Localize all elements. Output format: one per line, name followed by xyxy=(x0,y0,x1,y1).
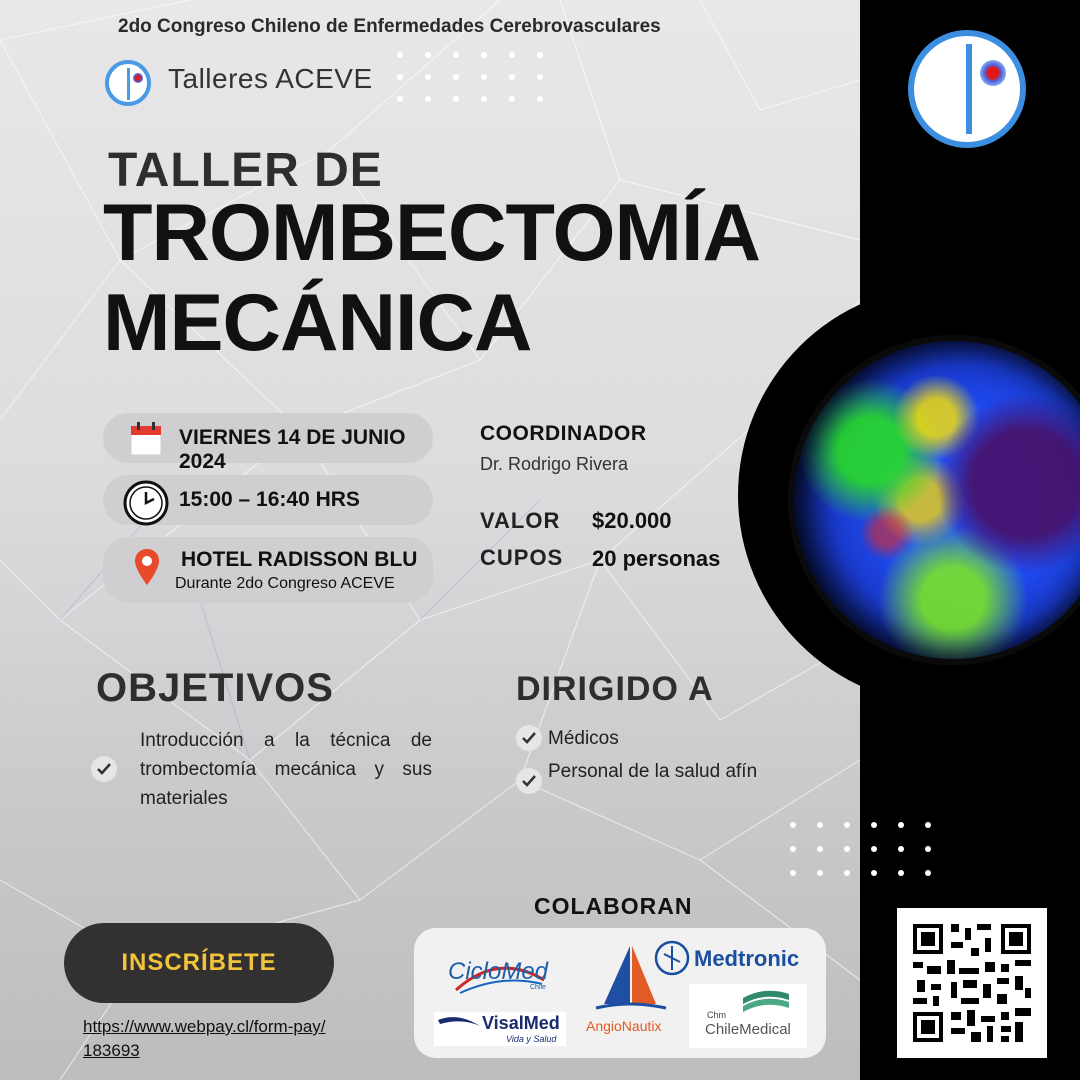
chilemedical-logo xyxy=(689,984,807,1048)
title-line-1: TALLER DE xyxy=(108,144,383,197)
valor-value: $20.000 xyxy=(592,508,672,533)
dirigido-heading: DIRIGIDO A xyxy=(516,670,714,708)
ciclomed-logo xyxy=(446,950,550,996)
registration-link[interactable]: https://www.webpay.cl/form-pay/183693 xyxy=(83,1017,326,1060)
objetivo-item: Introducción a la técnica de trombectomía mecánica y sus materiales xyxy=(140,730,432,809)
cupos-value: 20 personas xyxy=(592,546,721,571)
venue-pill xyxy=(103,537,433,603)
dirigido-item: Médicos xyxy=(548,728,619,749)
qr-code xyxy=(897,908,1047,1058)
valor-label: VALOR xyxy=(480,508,561,533)
title-line-3: MECÁNICA xyxy=(103,278,532,368)
ciclomed-tagline: Chile xyxy=(530,984,546,991)
check-icon xyxy=(516,768,542,794)
colaboran-heading: COLABORAN xyxy=(534,893,693,919)
coordinator-name: Dr. Rodrigo Rivera xyxy=(480,454,629,474)
medtronic-wordmark: Medtronic xyxy=(694,946,800,971)
dirigido-item: Personal de la salud afín xyxy=(548,761,758,782)
title-line-2: TROMBECTOMÍA xyxy=(103,188,760,278)
visalmed-tagline: Vida y Salud xyxy=(506,1034,557,1044)
cupos-label: CUPOS xyxy=(480,545,564,570)
time-text: 15:00 – 16:40 HRS xyxy=(179,488,360,511)
inscribete-button[interactable]: INSCRÍBETE xyxy=(64,923,334,1003)
chilemedical-wordmark: ChileMedical xyxy=(705,1021,791,1038)
aceve-logo-small xyxy=(105,60,151,106)
venue-note: Durante 2do Congreso ACEVE xyxy=(175,575,395,592)
medtronic-logo xyxy=(654,938,814,978)
check-icon xyxy=(91,756,117,782)
visalmed-logo xyxy=(434,1012,566,1046)
date-text: VIERNES 14 DE JUNIO 2024 xyxy=(179,426,406,473)
visalmed-wordmark: VisalMed xyxy=(482,1013,560,1033)
venue-name: HOTEL RADISSON BLU xyxy=(181,548,418,571)
objetivos-heading: OBJETIVOS xyxy=(96,666,334,710)
org-name: Talleres ACEVE xyxy=(168,63,373,94)
coordinator-heading: COORDINADOR xyxy=(480,422,647,445)
chilemedical-prefix: Chm xyxy=(707,1010,727,1020)
check-icon xyxy=(516,725,542,751)
date-pill xyxy=(103,413,433,473)
aceve-logo-large xyxy=(908,30,1026,148)
sponsor-logos-panel xyxy=(414,928,826,1058)
time-pill xyxy=(103,475,433,525)
angionautix-wordmark: AngioNautix xyxy=(586,1018,662,1034)
ciclomed-wordmark: CicloMed xyxy=(448,958,549,985)
congress-title: 2do Congreso Chileno de Enfermedades Cerebrovasculares xyxy=(118,16,661,37)
calendar-icon xyxy=(130,422,162,456)
location-pin-icon xyxy=(135,549,159,585)
clock-icon xyxy=(123,480,169,526)
